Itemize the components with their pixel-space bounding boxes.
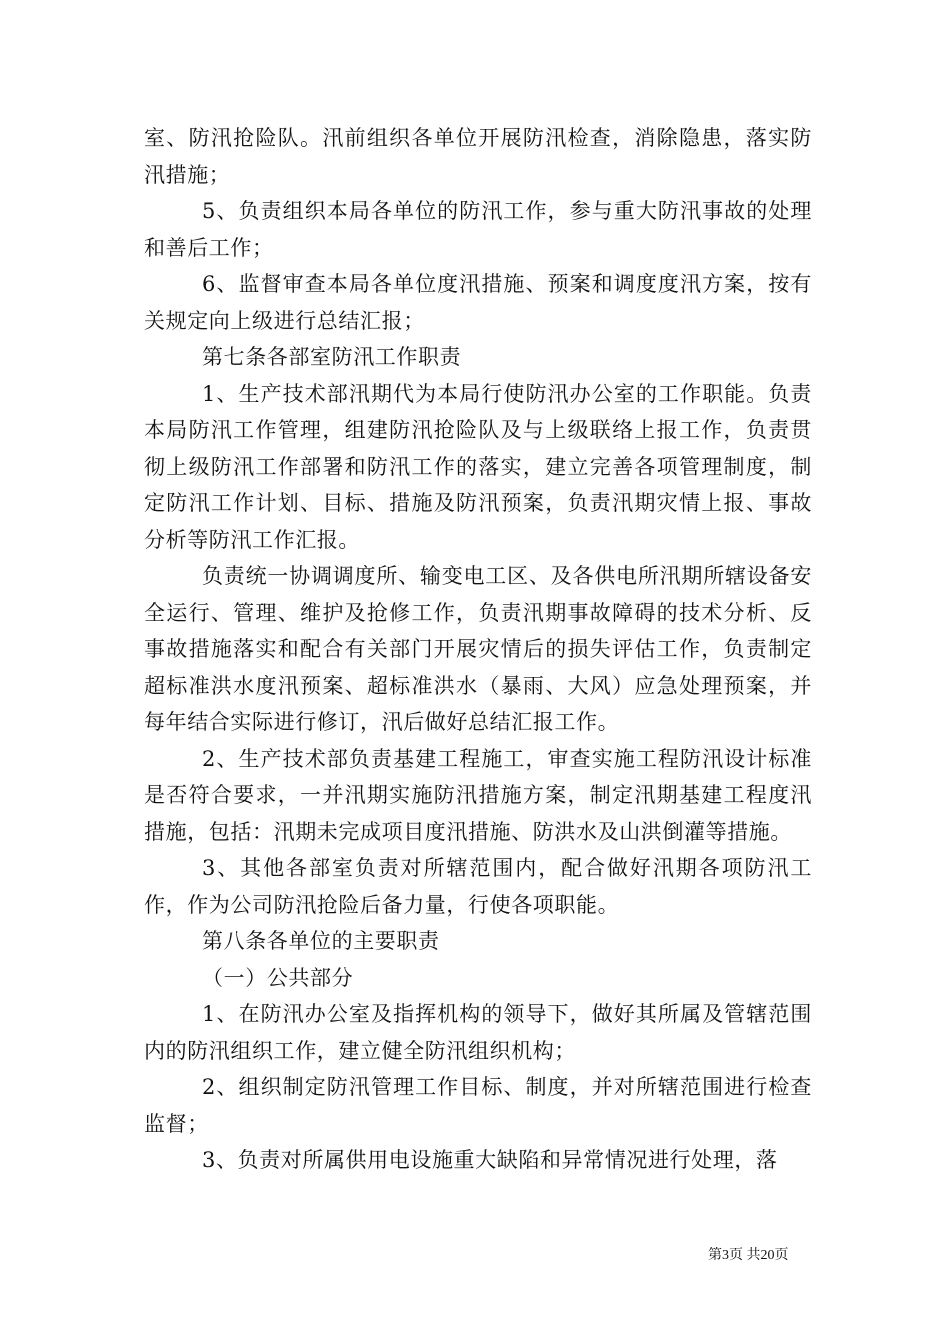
footer-suffix: 页	[774, 1248, 789, 1263]
page-footer	[708, 1246, 789, 1265]
paragraph: 3、负责对所属供用电设施重大缺陷和异常情况进行处理，落	[202, 1148, 778, 1172]
paragraph: 3、其他各部室负责对所辖范围内，配合做好汛期各项防汛工作，作为公司防汛抢险后备力量，行使各项职能。	[144, 856, 812, 917]
paragraph: 6、监督审查本局各单位度汛措施、预案和调度度汛方案，按有关规定向上级进行总结汇报；	[144, 272, 812, 333]
paragraph: 2、组织制定防汛管理工作目标、制度，并对所辖范围进行检查监督；	[144, 1075, 812, 1136]
document-body	[144, 120, 812, 1179]
footer-current-page: 3	[722, 1248, 729, 1263]
footer-prefix: 第	[708, 1248, 722, 1263]
paragraph: 第八条各单位的主要职责	[202, 929, 440, 953]
paragraph: 5、负责组织本局各单位的防汛工作，参与重大防汛事故的处理和善后工作；	[144, 199, 812, 260]
footer-middle: 页 共	[729, 1248, 761, 1263]
paragraph: 负责统一协调调度所、输变电工区、及各供电所汛期所辖设备安全运行、管理、维护及抢修工作，负责汛期事故障碍的技术分析、反事故措施落实和配合有关部门开展灾情后的损失评估工作，负责制定超标准洪水度汛预案、超标准洪水（暴雨、大风）应急处理预案，并每年结合实际进行修订，汛后做好总结汇报工作。	[144, 564, 812, 734]
paragraph: 2、生产技术部负责基建工程施工，审查实施工程防汛设计标准是否符合要求，一并汛期实施防汛措施方案，制定汛期基建工程度汛措施，包括：汛期未完成项目度汛措施、防洪水及山洪倒灌等措施。	[144, 746, 812, 844]
paragraph: 1、在防汛办公室及指挥机构的领导下，做好其所属及管辖范围内的防汛组织工作，建立健全防汛组织机构；	[144, 1002, 812, 1063]
paragraph: 室、防汛抢险队。汛前组织各单位开展防汛检查，消除隐患，落实防汛措施；	[144, 126, 812, 187]
paragraph: 1、生产技术部汛期代为本局行使防汛办公室的工作职能。负责本局防汛工作管理，组建防汛抢险队及与上级联络上报工作，负责贯彻上级防汛工作部署和防汛工作的落实，建立完善各项管理制度，制定防汛工作计划、目标、措施及防汛预案，负责汛期灾情上报、事故分析等防汛工作汇报。	[144, 381, 812, 552]
paragraph: 第七条各部室防汛工作职责	[202, 345, 462, 369]
paragraph: （一）公共部分	[202, 965, 354, 990]
footer-total-pages: 20	[760, 1248, 775, 1263]
